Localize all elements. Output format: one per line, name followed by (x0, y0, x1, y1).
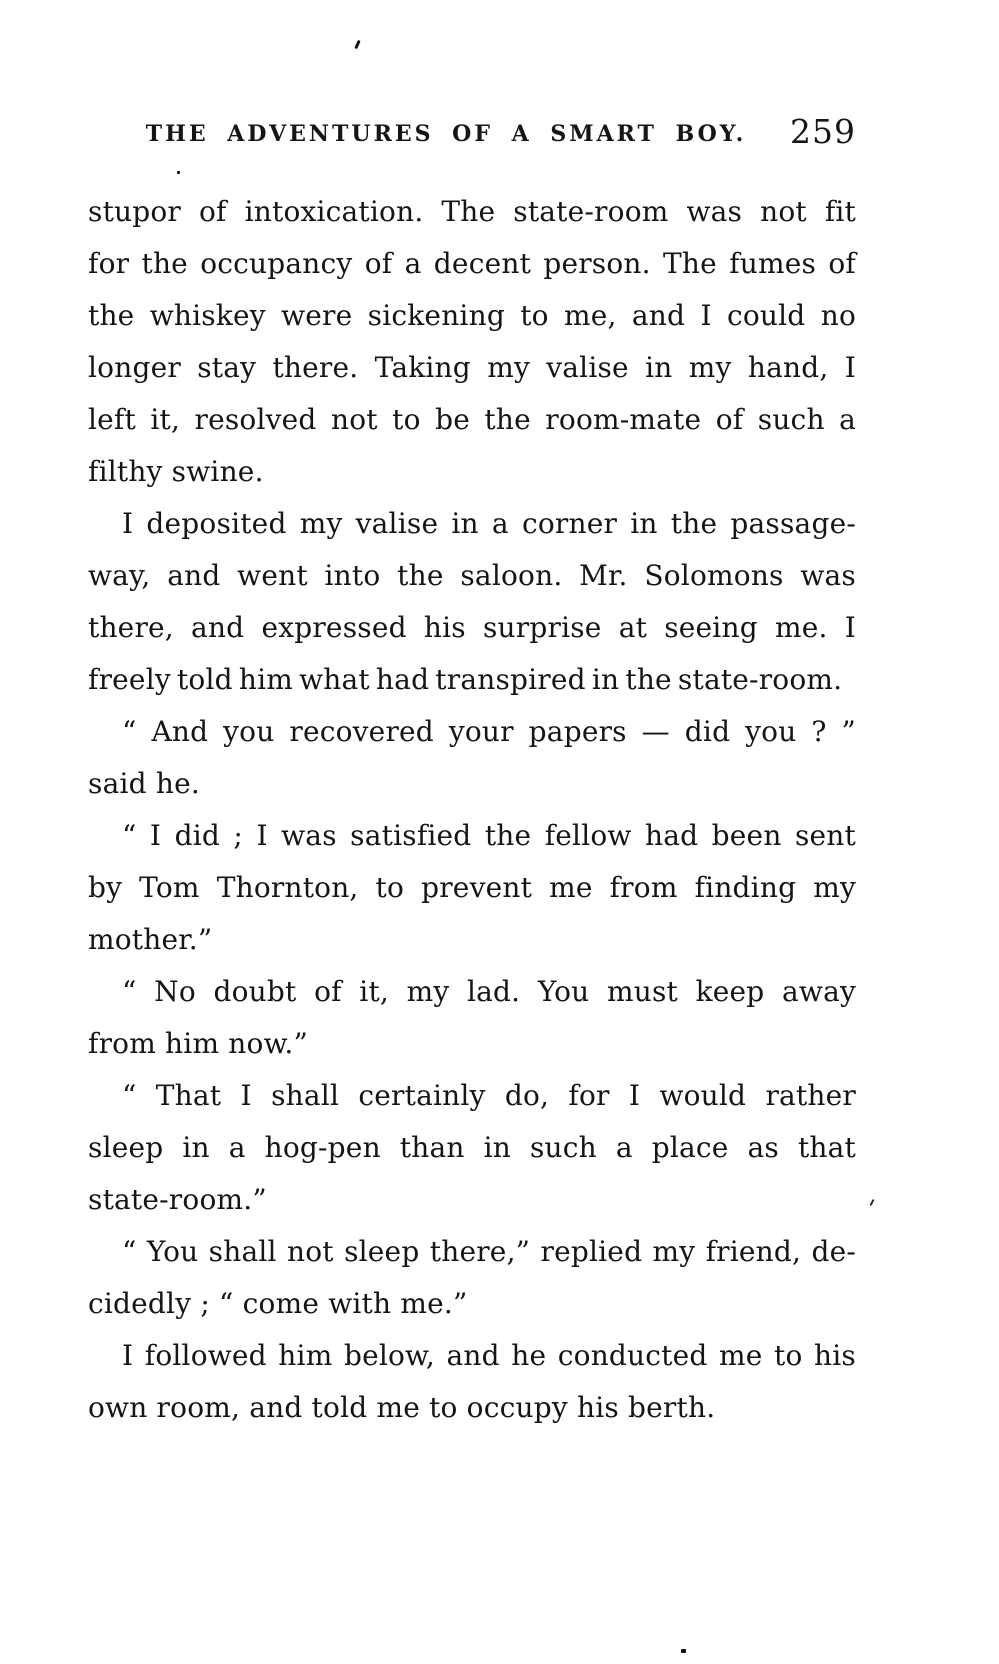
text-line: there, and expressed his surprise at seeing me. I (88, 611, 856, 644)
paragraph (88, 706, 856, 810)
text-line: longer stay there. Taking my valise in my hand, I (88, 351, 856, 384)
paragraph (88, 186, 856, 498)
body-text (88, 186, 856, 1434)
text-line: “ And you recovered your papers — did you ? ” (122, 715, 856, 748)
text-line: state-room.” (88, 1183, 267, 1216)
ink-speck (869, 1199, 874, 1206)
text-line: freely told him what had transpired in the state-room. (88, 663, 843, 696)
text-line: “ That I shall certainly do, for I would rather (122, 1079, 856, 1112)
ink-speck (177, 171, 180, 174)
text-line: “ No doubt of it, my lad. You must keep away (122, 975, 856, 1008)
page-number: 259 (790, 112, 856, 151)
running-head (88, 112, 856, 152)
text-line: sleep in a hog-pen than in such a place as that (88, 1131, 856, 1164)
text-line: filthy swine. (88, 455, 264, 488)
paragraph (88, 1226, 856, 1330)
text-line: said he. (88, 767, 200, 800)
text-line: cidedly ; “ come with me.” (88, 1287, 468, 1320)
text-line: way, and went into the saloon. Mr. Solomons was (88, 559, 856, 592)
paragraph (88, 1330, 856, 1434)
paragraph (88, 498, 856, 706)
text-line: own room, and told me to occupy his berth. (88, 1391, 716, 1424)
ink-speck (681, 1649, 686, 1653)
page-header-title: THE ADVENTURES OF A SMART BOY. (145, 121, 747, 147)
text-line: mother.” (88, 923, 213, 956)
text-line: for the occupancy of a decent person. The fumes of (88, 247, 856, 280)
text-line: “ You shall not sleep there,” replied my friend, de- (122, 1235, 856, 1268)
text-line: I deposited my valise in a corner in the passage- (122, 507, 856, 540)
paragraph (88, 1070, 856, 1226)
paragraph (88, 810, 856, 966)
text-line: “ I did ; I was satisfied the fellow had been sent (122, 819, 856, 852)
text-line: stupor of intoxication. The state-room was not fit (88, 195, 856, 228)
text-line: from him now.” (88, 1027, 309, 1060)
ink-speck (354, 40, 360, 49)
paragraph (88, 966, 856, 1070)
text-line: by Tom Thornton, to prevent me from finding my (88, 871, 856, 904)
text-line: the whiskey were sickening to me, and I could no (88, 299, 856, 332)
text-line: left it, resolved not to be the room-mate of such a (88, 403, 856, 436)
text-line: I followed him below, and he conducted me to his (122, 1339, 856, 1372)
